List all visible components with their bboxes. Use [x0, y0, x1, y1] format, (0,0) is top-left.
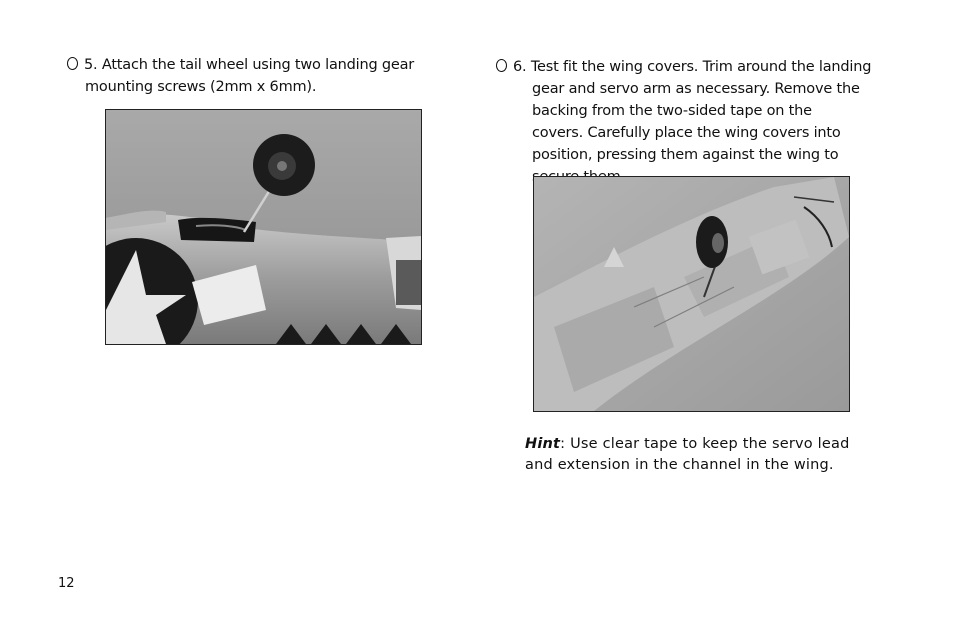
- circle-checkbox-icon[interactable]: [496, 59, 507, 72]
- step-text-rest: gear and servo arm as necessary. Remove the backing from the two-sided tape on the covers. Carefully place the wing covers into position, pressing them against the wing to: [532, 81, 860, 163]
- step-5: [67, 54, 427, 98]
- hint-text: : Use clear tape to keep the servo lead and extension in the channel in the wing.: [525, 436, 850, 473]
- step-text-line1: Attach the tail wheel using two landing gear: [101, 57, 415, 73]
- step-number: 5.: [84, 57, 98, 73]
- circle-checkbox-icon[interactable]: [67, 57, 78, 70]
- step-text-rest: mounting screws (2mm x 6mm).: [85, 79, 317, 95]
- page-number: 12: [58, 576, 75, 591]
- hint-note: [525, 434, 855, 476]
- hint-label: Hint: [525, 436, 561, 452]
- step-number: 6.: [513, 59, 527, 75]
- photo-wing-covers: [533, 176, 850, 412]
- step-6: [496, 56, 872, 188]
- photo-tail-wheel: [105, 109, 422, 345]
- step-text-line1: Test fit the wing covers. Trim around the landing: [530, 59, 872, 75]
